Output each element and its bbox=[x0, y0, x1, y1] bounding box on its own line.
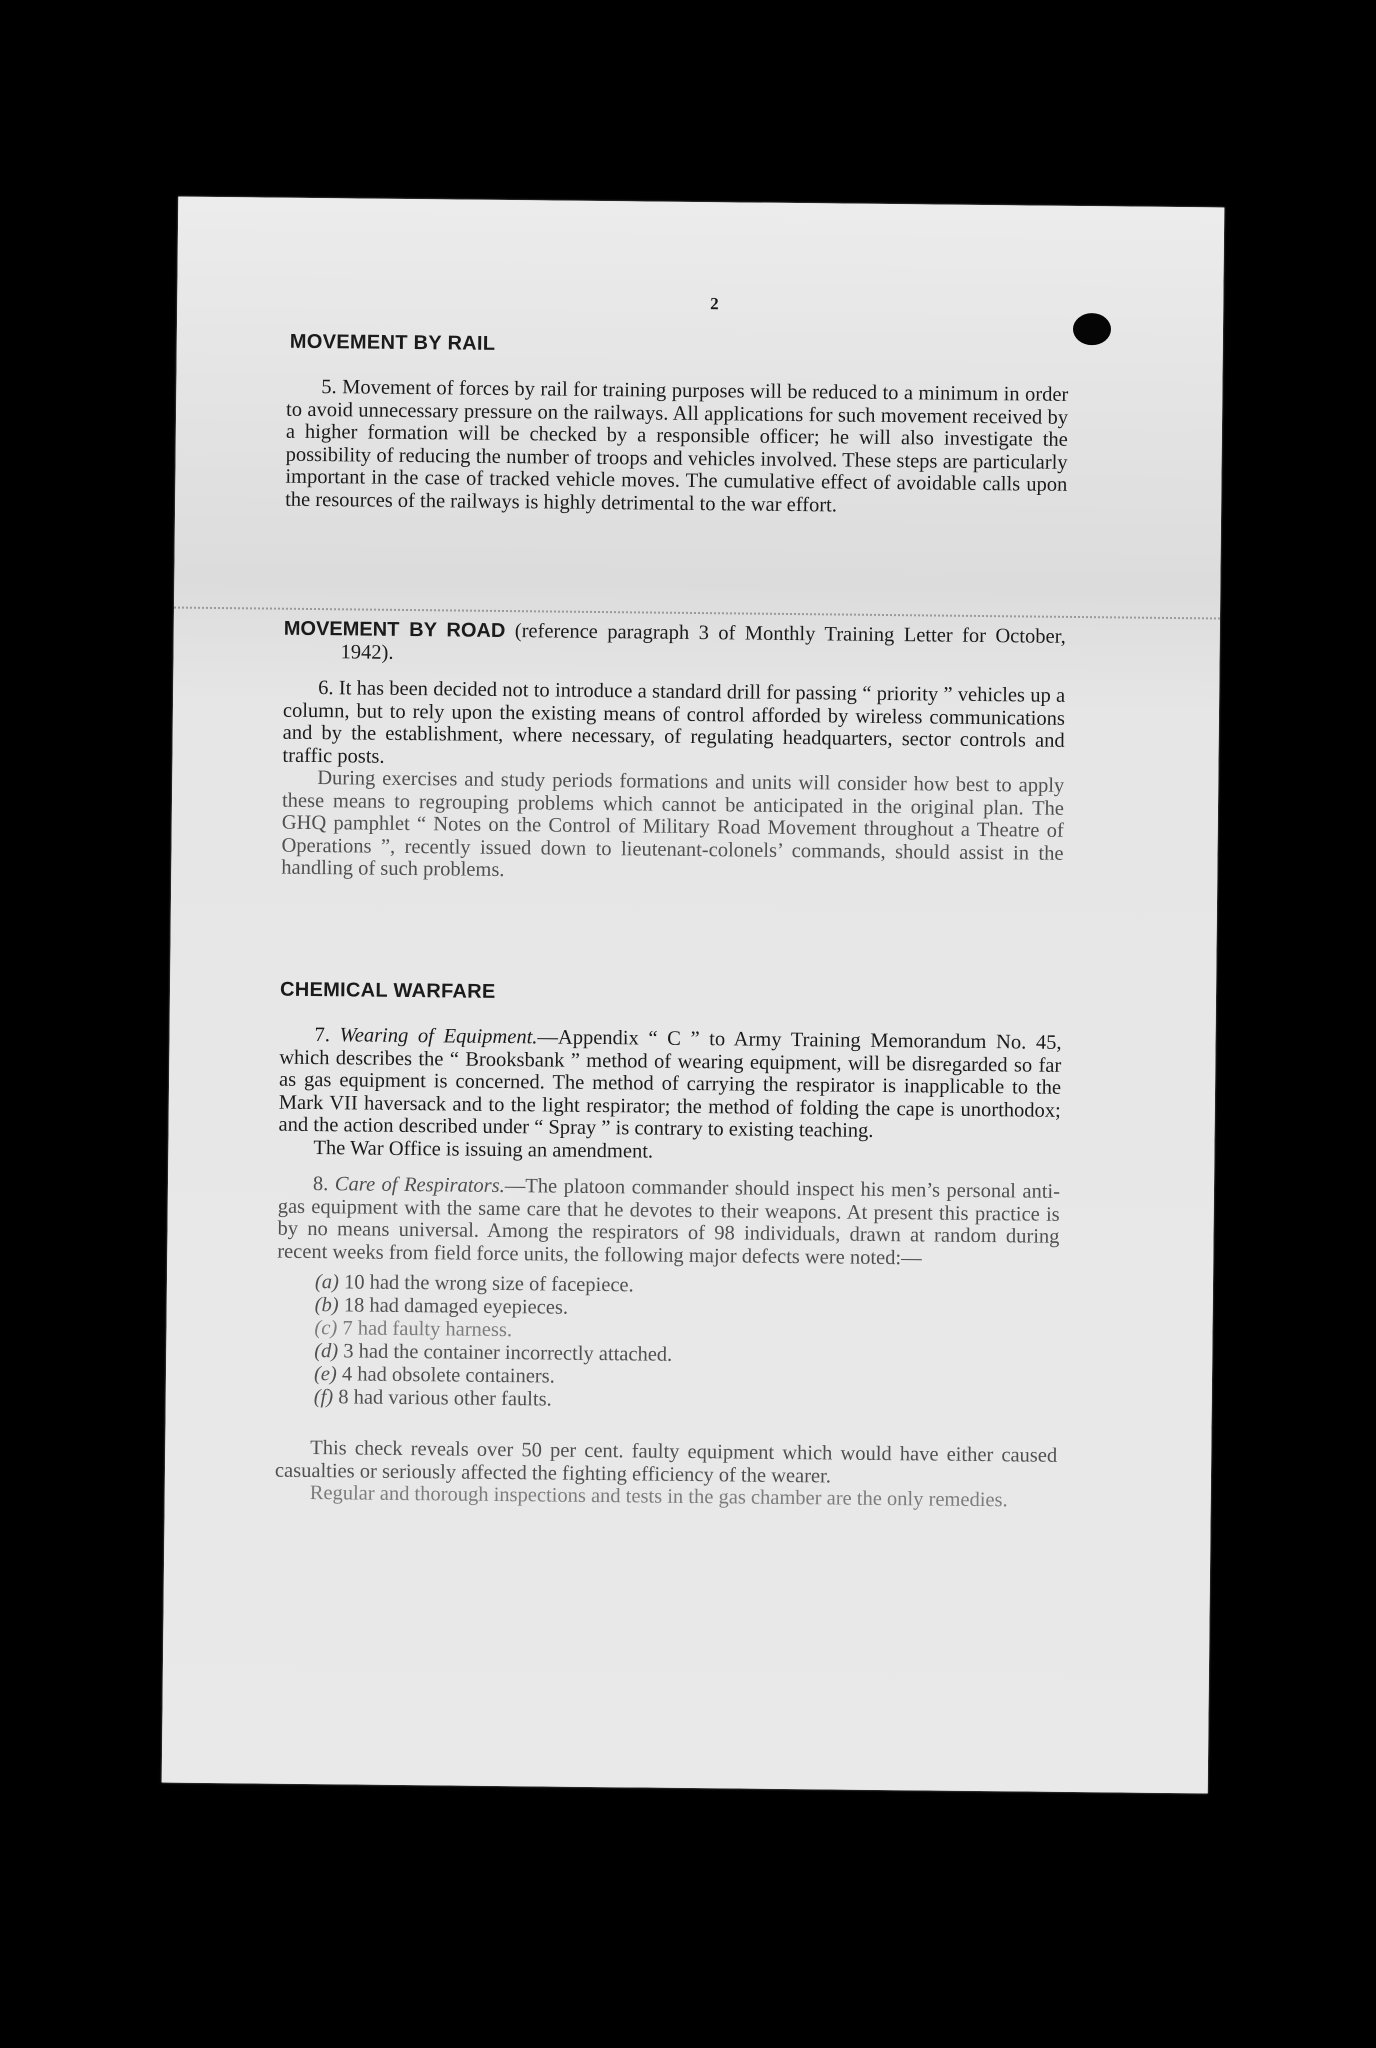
paragraph-8-title: Care of Respirators. bbox=[334, 1173, 505, 1198]
defect-item: (c) 7 had faulty harness. bbox=[314, 1317, 513, 1342]
defect-item: (f) 8 had various other faults. bbox=[313, 1386, 552, 1411]
paragraph-7-number: 7. bbox=[314, 1024, 331, 1047]
conclusion-paragraph: This check reveals over 50 per cent. faulty equipment which would have either caused casualties or seriously affected the fighting efficiency of the wearer. bbox=[274, 1437, 1058, 1487]
road-heading-line bbox=[283, 618, 1065, 671]
defect-item: (e) 4 had obsolete containers. bbox=[313, 1363, 555, 1388]
page-number: 2 bbox=[710, 294, 719, 314]
paragraph-8-text: —The platoon commander should inspect his men’s personal anti-gas equipment with the same care that he devotes to their weapons. At present this practice is by no means universal. Among the respirators of 98 individuals, drawn at random during recent weeks from field force units, the following major defects were noted:— bbox=[277, 1175, 1061, 1269]
defect-item: (b) 18 had damaged eyepieces. bbox=[314, 1294, 569, 1319]
chemical-heading: CHEMICAL WARFARE bbox=[279, 978, 496, 1003]
road-section bbox=[281, 618, 1066, 888]
paragraph-7-text: —Appendix “ C ” to Army Training Memorandum No. 45, which describes the “ Brooksbank ” method of wearing equipment, will be disregarded so far as gas equipment is concerned. The method of carrying the respirator is inapplicable to the Mark VII haversack and to the light respirator; the method of folding the cape is unorthodox; and the action described under “ Spray ” is contrary to existing teaching. bbox=[278, 1026, 1062, 1142]
paragraph-7 bbox=[278, 1024, 1061, 1145]
chemical-section bbox=[275, 1024, 1062, 1513]
paragraph-7-amendment: The War Office is issuing an amendment. bbox=[313, 1136, 654, 1163]
road-heading-reference: (reference paragraph 3 of Monthly Training Letter for October, 1942). bbox=[340, 620, 1066, 664]
paragraph-8 bbox=[277, 1173, 1060, 1271]
defect-item: (d) 3 had the container incorrectly attached. bbox=[314, 1340, 673, 1366]
document-page bbox=[162, 197, 1225, 1794]
defects-list bbox=[314, 1271, 1059, 1417]
road-heading: MOVEMENT BY ROAD bbox=[283, 617, 506, 643]
paragraph-8-number: 8. bbox=[312, 1173, 329, 1196]
paragraph-6-continued: During exercises and study periods formations and units will consider how best to apply these means to regrouping problems which cannot be anticipated in the original plan. The GHQ pamphlet “ Notes on the Control of Military Road Movement throughout a Theatre of Operations ”, recently issued down to lieutenant-colonels’ commands, should assist in the handling of such problems. bbox=[281, 767, 1065, 882]
paragraph-5: 5. Movement of forces by rail for training purposes will be reduced to a minimum in order to avoid unnecessary pressure on the railways. All applications for such movement received by a higher formation will be checked by a responsible officer; he will also investigate the possibility of reducing the number of troops and vehicles involved. These steps are particularly important in the case of tracked vehicle moves. The cumulative effect of avoidable calls upon the resources of the railways is highly detrimental to the war effort. bbox=[285, 376, 1069, 516]
rail-section bbox=[285, 376, 1068, 519]
punch-hole bbox=[1073, 313, 1111, 345]
defect-item: (a) 10 had the wrong size of facepiece. bbox=[314, 1271, 634, 1297]
rail-heading: MOVEMENT BY RAIL bbox=[289, 330, 496, 355]
paragraph-6: 6. It has been decided not to introduce a standard drill for passing “ priority ” vehicles up a column, but to rely upon the existing means of control afforded by wireless communications and by the establishment, where necessary, of regulating headquarters, sector controls and traffic posts. bbox=[282, 677, 1066, 768]
paragraph-7-title: Wearing of Equipment. bbox=[339, 1024, 538, 1049]
remedy-paragraph: Regular and thorough inspections and tests in the gas chamber are the only remedies. bbox=[309, 1482, 1008, 1512]
